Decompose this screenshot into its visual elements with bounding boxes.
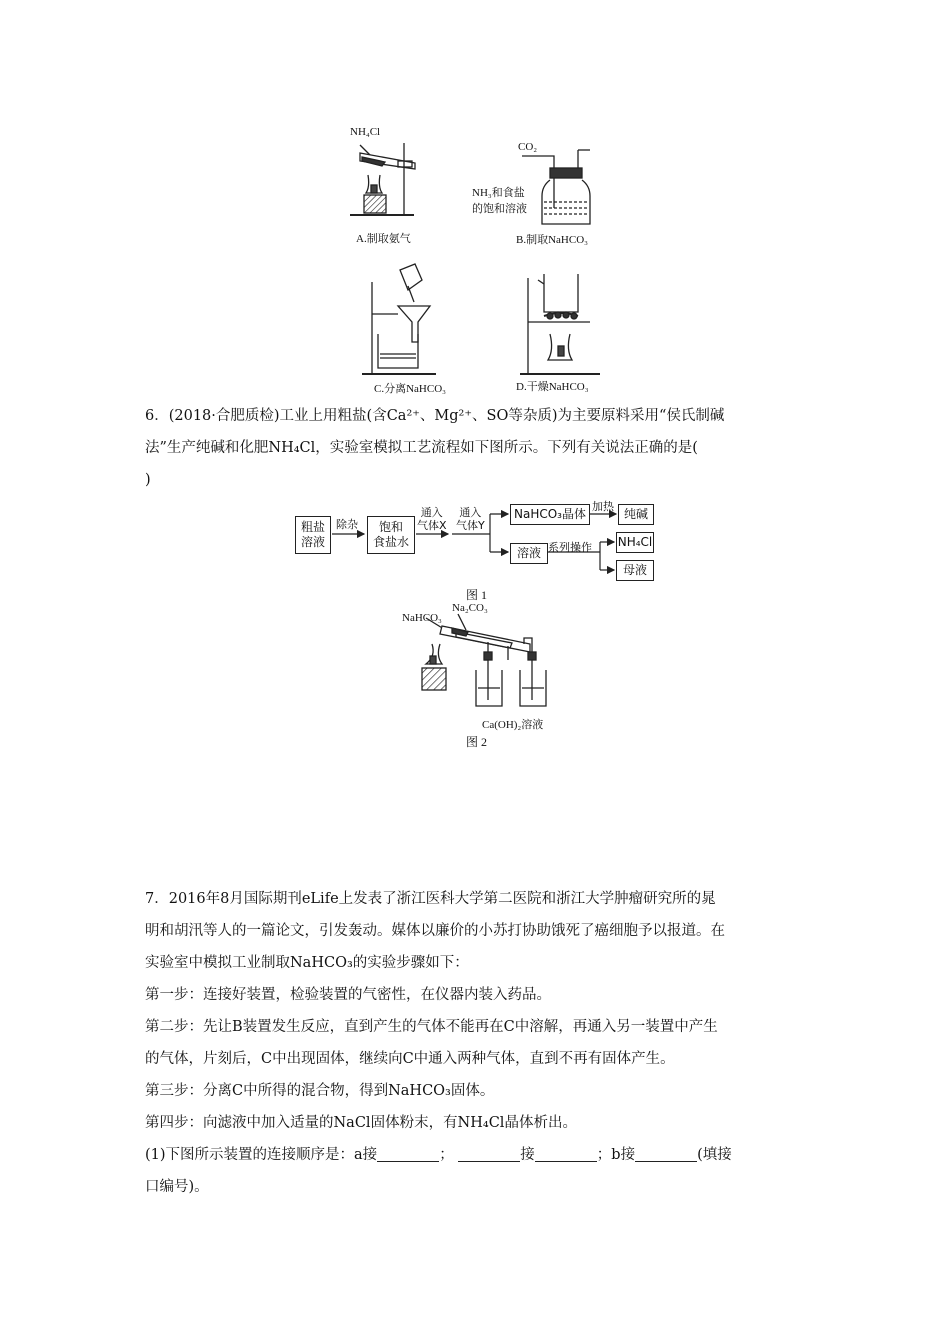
question-7-line-3: 实验室中模拟工业制取NaHCO₃的实验步骤如下： <box>145 955 469 971</box>
question-7-stem <box>145 883 815 1203</box>
flow-arrow-label-gas-x: 通入 气体X <box>417 506 447 532</box>
flow-box-nahco3-crystal-text: NaHCO₃晶体 <box>514 507 586 521</box>
apparatus-d-caption: D.干燥NaHCO₃ <box>516 381 589 393</box>
flow-box-soda-ash <box>618 504 654 525</box>
figure-2-caption: 图 2 <box>466 735 488 749</box>
question-6-line-1: 6．(2018·合肥质检)工业上用粗盐(含Ca²⁺、Mg²⁺、SO等杂质)为主要原料采用“侯氏制碱 <box>145 408 725 424</box>
question-7-step-2-line-2: 的气体，片刻后，C中出现固体，继续向C中通入两种气体，直到不再有固体产生。 <box>145 1051 675 1067</box>
question-6-line-3: ) <box>145 472 151 488</box>
apparatus-c-caption: C.分离NaHCO₃ <box>374 383 446 395</box>
answer-blank-2[interactable] <box>458 1145 520 1162</box>
apparatus-b-caption: B.制取NaHCO₃ <box>516 234 588 246</box>
flow-arrow-label-heat: 加热 <box>592 500 614 513</box>
question-7-step-2-line-1: 第二步：先让B装置发生反应，直到产生的气体不能再在C中溶解，再通入另一装置中产生 <box>145 1019 718 1035</box>
apparatus-a-caption: A.制取氨气 <box>356 233 411 245</box>
question-7-step-3: 第三步：分离C中所得的混合物，得到NaHCO₃固体。 <box>145 1083 495 1099</box>
flow-box-saturated-brine <box>367 516 415 554</box>
apparatus-a-reagent-label: NH₄Cl <box>350 126 381 138</box>
question-6-line-2: 法”生产纯碱和化肥NH₄Cl，实验室模拟工艺流程如下图所示。下列有关说法正确的是( <box>145 440 698 456</box>
flow-arrow-label-series-ops: 系列操作 <box>548 541 592 554</box>
sub-1-prefix: (1)下图所示装置的连接顺序是：a接 <box>145 1147 378 1163</box>
answer-blank-1[interactable] <box>377 1145 439 1162</box>
sub-1-suffix: (填接 <box>697 1147 732 1163</box>
question-7-step-4: 第四步：向滤液中加入适量的NaCl固体粉末，有NH₄Cl晶体析出。 <box>145 1115 577 1131</box>
flow-box-nh4cl-text: NH₄Cl <box>617 535 653 549</box>
flow-box-soda-ash-text: 纯碱 <box>623 507 648 521</box>
apparatus-b-liquid-label-1: NH₃和食盐 <box>472 187 525 199</box>
flow-box-crude-salt-text: 粗盐 溶液 <box>300 520 325 549</box>
apparatus-b-gas-label: CO₂ <box>518 141 538 153</box>
figure-2-label-na2co3: Na₂CO₃ <box>452 602 488 614</box>
apparatus-d-drawing <box>520 270 610 380</box>
sub-1-mid: 接 <box>520 1147 535 1163</box>
question-7-line-1: 7．2016年8月国际期刊eLife上发表了浙江医科大学第二医院和浙江大学肿瘤研究所的晁 <box>145 891 716 907</box>
question-7-sub-1-line-2: 口编号)。 <box>145 1179 209 1195</box>
apparatus-c-drawing <box>360 262 450 380</box>
flow-box-mother-liquor-text: 母液 <box>622 563 647 577</box>
figure-1-caption: 图 1 <box>466 588 488 602</box>
flow-box-mother-liquor <box>616 560 654 581</box>
sub-1-sep-1: ； <box>439 1147 454 1163</box>
flow-arrow-label-gas-y: 通入 气体Y <box>456 506 485 532</box>
answer-blank-4[interactable] <box>635 1145 697 1162</box>
sub-1-sep-2: ；b接 <box>596 1147 636 1163</box>
flow-box-saturated-brine-text: 饱和 食盐水 <box>372 520 409 549</box>
flow-box-solution-text: 溶液 <box>516 546 541 560</box>
flow-box-solution <box>510 543 548 564</box>
question-7-step-1: 第一步：连接好装置，检验装置的气密性，在仪器内装入药品。 <box>145 987 551 1003</box>
figure-2-label-nahco3: NaHCO₃ <box>402 612 442 624</box>
apparatus-b-drawing <box>520 138 610 230</box>
apparatus-b-liquid-label-2: 的饱和溶液 <box>472 203 527 215</box>
answer-blank-3[interactable] <box>535 1145 597 1162</box>
figure-2-drawing <box>412 612 562 712</box>
question-7-sub-1 <box>145 1139 815 1171</box>
figure-2-label-caoh2: Ca(OH)₂溶液 <box>482 719 544 731</box>
apparatus-a-drawing <box>340 135 460 230</box>
flow-arrow-label-remove-impurities: 除杂 <box>336 518 358 531</box>
question-7-line-2: 明和胡汛等人的一篇论文，引发轰动。媒体以廉价的小苏打协助饿死了癌细胞予以报道。在 <box>145 923 725 939</box>
flow-box-crude-salt <box>295 516 331 554</box>
flow-box-nahco3-crystal <box>510 504 590 525</box>
flow-box-nh4cl <box>616 532 654 553</box>
question-6-stem <box>145 400 815 496</box>
